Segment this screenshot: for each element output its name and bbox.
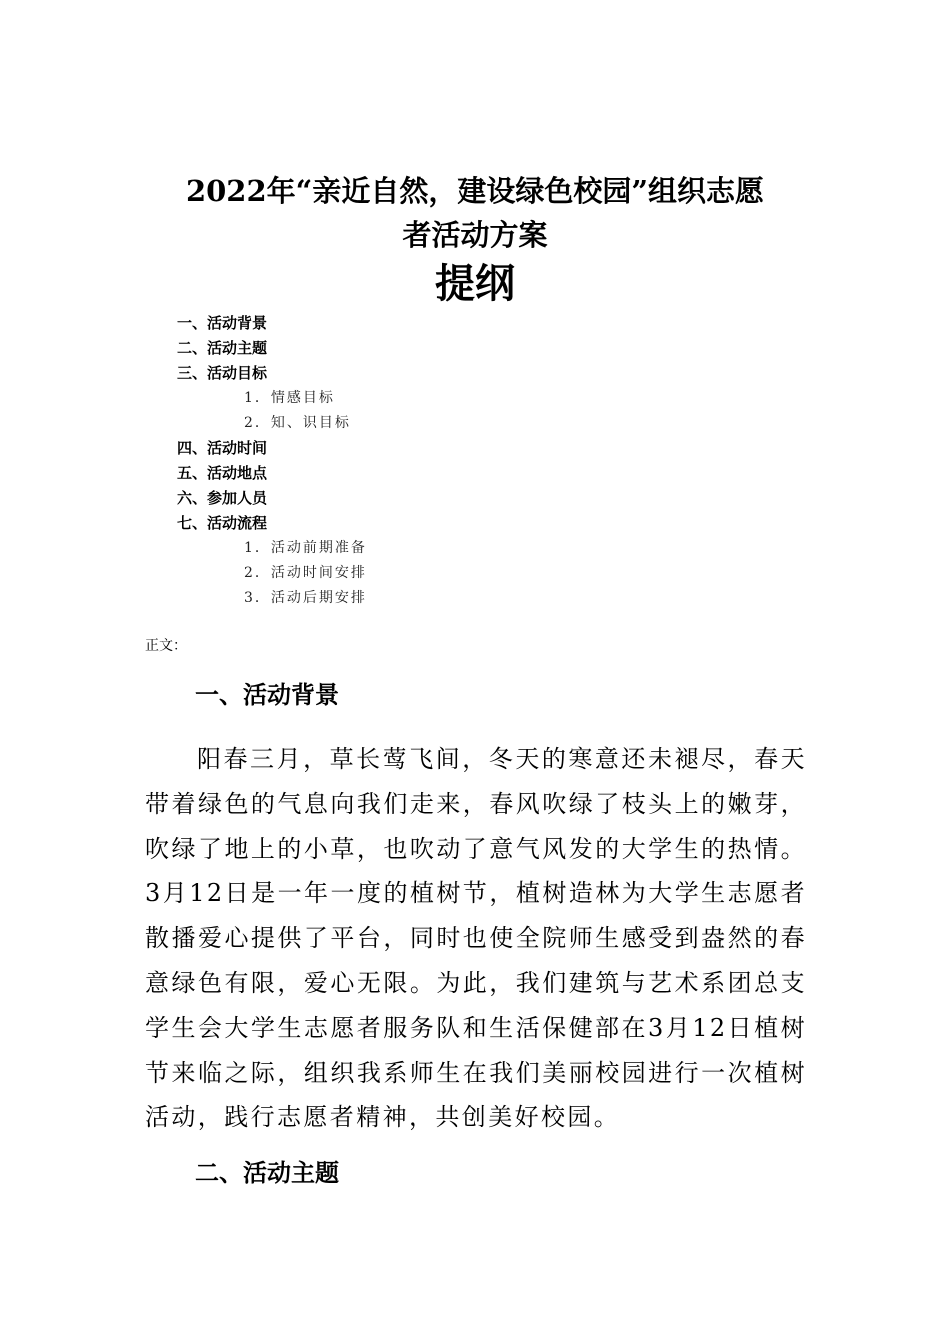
- section-heading-background: 一、活动背景: [195, 681, 339, 709]
- outline-heading: 提纲: [435, 261, 515, 307]
- document-title-line1: 2022年“亲近自然，建设绿色校园”组织志愿: [185, 174, 765, 208]
- outline-item: 七、活动流程: [177, 514, 268, 532]
- body-label: 正文：: [145, 638, 187, 654]
- section-paragraph-background: 阳春三月，草长莺飞间，冬天的寒意还未褪尽，春天带着绿色的气息向我们走来，春风吹绿了枝头上的嫩芽，吹绿了地上的小草，也吹动了意气风发的大学生的热情。3月12日是一年一度的植树节，植树造林为大学生志愿者散播爱心提供了平台，同时也使全院师生感受到盎然的春意绿色有限，爱心无限。为此，我们建筑与艺术系团总支学生会大学生志愿者服务队和生活保健部在3月12日植树节来临之际，组织我系师生在我们美丽校园进行一次植树活动，践行志愿者精神，共创美好校园。: [145, 745, 807, 1132]
- outline-item: 三、活动目标: [177, 364, 268, 382]
- outline-subitem: 1．情感目标: [244, 390, 335, 406]
- section-heading-theme: 二、活动主题: [195, 1159, 339, 1187]
- document-title-line2: 者活动方案: [402, 218, 548, 252]
- outline-item: 六、参加人员: [177, 489, 268, 507]
- outline-item: 一、活动背景: [177, 314, 268, 332]
- outline-item: 二、活动主题: [177, 339, 268, 357]
- outline-list: [0, 311, 950, 611]
- outline-subitem: 3．活动后期安排: [244, 590, 367, 606]
- outline-item: 五、活动地点: [177, 464, 268, 482]
- outline-subitem: 2．活动时间安排: [244, 565, 367, 581]
- outline-subitem: 1．活动前期准备: [244, 540, 367, 556]
- outline-item: 四、活动时间: [177, 439, 268, 457]
- outline-subitem: 2．知、识目标: [244, 415, 351, 431]
